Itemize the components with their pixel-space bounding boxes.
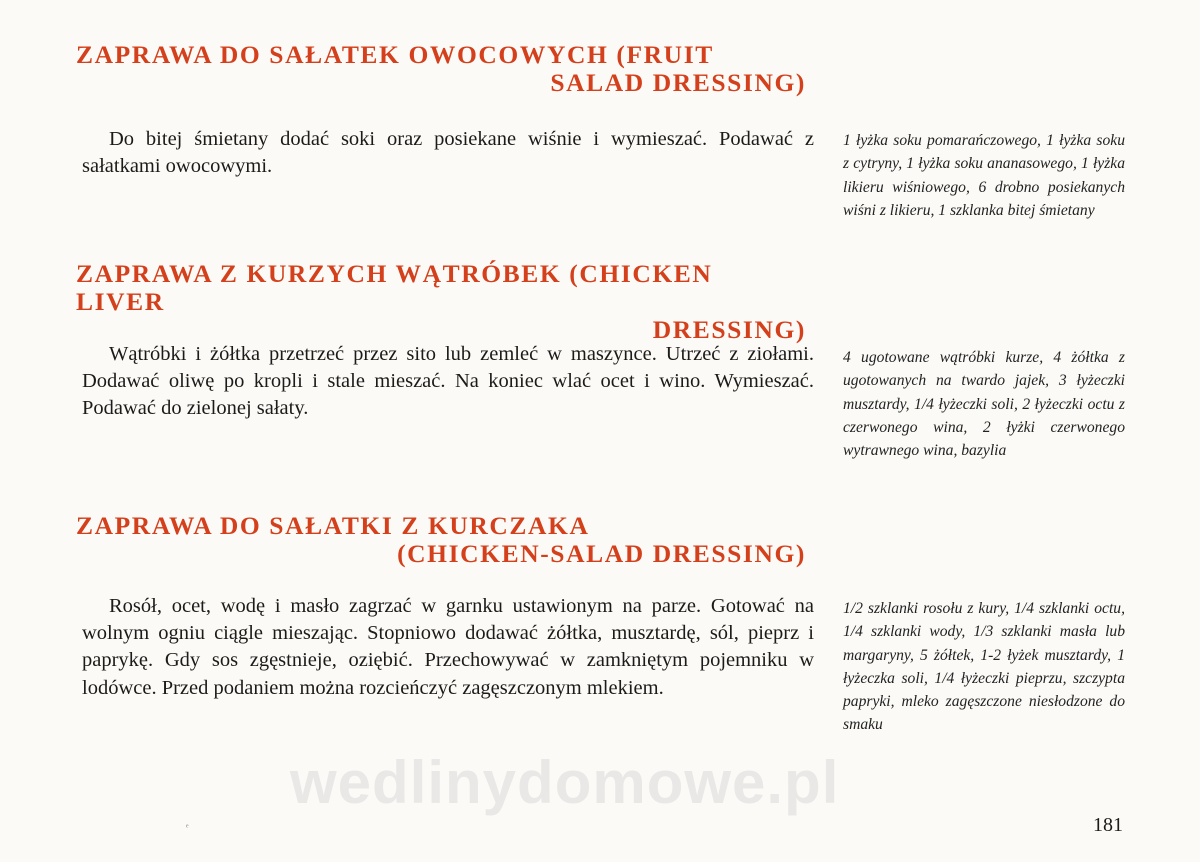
section-3-title	[76, 512, 806, 568]
section-3-instructions: Rosół, ocet, wodę i masło zagrzać w garnku ustawionym na parze. Gotować na wolnym ogniu ciągle mieszając. Stopniowo dodawać żółtka, musztardę, sól, pieprz i paprykę. Gdy sos zgęstnieje, oziębić. Przechowywać w zamkniętym pojemniku w lodówce. Przed podaniem można rozcieńczyć zagęszczonym mlekiem.	[82, 595, 814, 699]
section-2-instructions: Wątróbki i żółtka przetrzeć przez sito lub zemleć w maszynce. Utrzeć z ziołami. Dodawać oliwę po kropli i stale mieszać. Na koniec wlać ocet i wino. Wymieszać. Podawać do zielonej sałaty.	[82, 343, 814, 420]
section-3-title-line1: ZAPRAWA DO SAŁATKI Z KURCZAKA	[76, 511, 590, 540]
section-3-ingredients: 1/2 szklanki rosołu z kury, 1/4 szklanki octu, 1/4 szklanki wody, 1/3 szklanki masła lub margaryny, 5 żółtek, 1-2 łyżek musztardy, 1 łyżeczka soli, 1/4 łyżeczki pieprzu, szczypta papryki, mleko zagęszczone niesłodzone do smaku	[843, 600, 1125, 734]
section-2-title	[76, 260, 806, 344]
section-3-title-line2: (CHICKEN-SALAD DRESSING)	[397, 539, 806, 568]
section-2-ingredients: 4 ugotowane wątróbki kurze, 4 żółtka z ugotowanych na twardo jajek, 3 łyżeczki musztardy, 1/4 łyżeczki soli, 2 łyżeczki octu z czerwonego wina, 2 łyżki czerwonego wytrawnego wina, bazylia	[843, 349, 1125, 460]
section-1-title	[76, 41, 806, 97]
section-1-title-line1: ZAPRAWA DO SAŁATEK OWOCOWYCH (FRUIT	[76, 40, 714, 69]
section-2-title-line2: DRESSING)	[652, 315, 806, 344]
watermark: wedlinydomowe.pl	[290, 749, 840, 816]
section-1-ingredients: 1 łyżka soku pomarańczowego, 1 łyżka soku z cytryny, 1 łyżka soku ananasowego, 1 łyżka likieru wiśniowego, 6 drobno posiekanych wiśni z likieru, 1 szklanka bitej śmietany	[843, 132, 1125, 219]
page-number: 181	[1093, 814, 1123, 836]
print-speck: ᵉ	[186, 822, 189, 833]
section-1-instructions: Do bitej śmietany dodać soki oraz posiekane wiśnie i wymieszać. Podawać z sałatkami owocowymi.	[82, 128, 814, 178]
section-1-title-line2: SALAD DRESSING)	[550, 68, 806, 97]
section-2-title-line1: ZAPRAWA Z KURZYCH WĄTRÓBEK (CHICKEN LIVER	[76, 259, 713, 316]
